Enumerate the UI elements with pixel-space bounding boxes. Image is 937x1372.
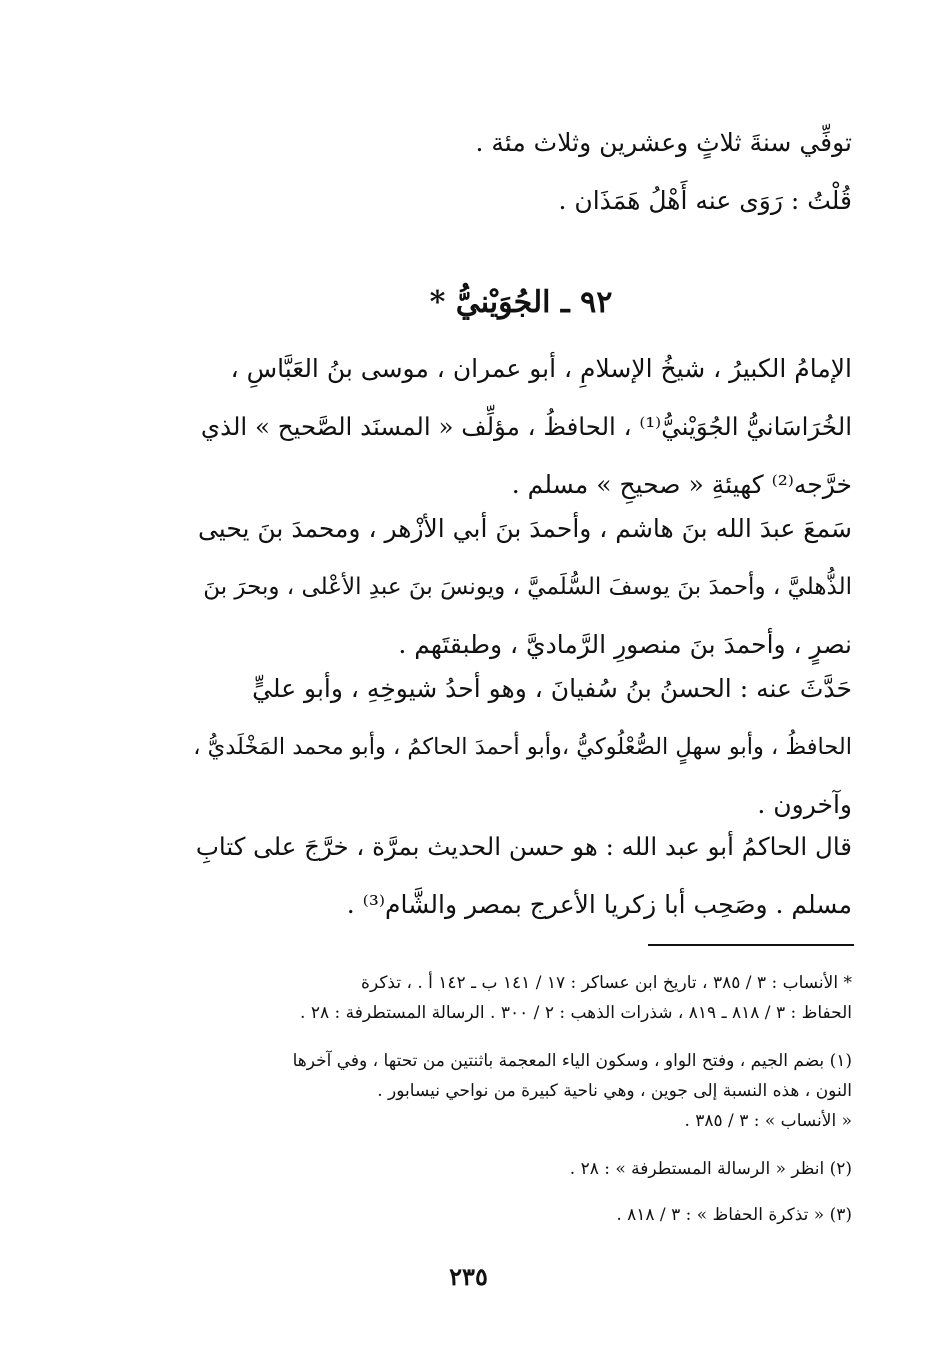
paragraph-line: وآخرون . xyxy=(757,790,852,819)
footnote-line: (٢) انظر « الرسالة المستطرفة » : ٢٨ . xyxy=(569,1159,852,1179)
entry-title: ٩٢ ـ الجُوَيْنيُّ * xyxy=(429,285,613,320)
paragraph-line: الذُّهليَّ ، وأحمدَ بنَ يوسفَ السُّلَميَّ ، ويونسَ بنَ عبدِ الأعْلى ، وبحرَ بنَ xyxy=(203,574,852,600)
footnote-line: * الأنساب : ٣ / ٣٨٥ ، تاريخ ابن عساكر : ١٧ / ١٤١ ب ـ ١٤٢ أ . ، تذكرة xyxy=(361,973,852,993)
previous-entry-ending xyxy=(190,114,852,230)
paragraph-line: حَدَّثَ عنه : الحسنُ بنُ سُفيانَ ، وهو أحدُ شيوخِهِ ، وأبو عليٍّ xyxy=(252,674,852,703)
paragraph-hakim-quote xyxy=(190,818,852,934)
footnote-line: (١) بضم الجيم ، وفتح الواو ، وسكون الياء المعجمة باثنتين من تحتها ، وفي آخرها xyxy=(292,1051,852,1071)
paragraph-teachers xyxy=(190,500,852,674)
paragraph-students xyxy=(190,660,852,834)
paragraph-line: خرَّجه⁽²⁾ كهيئةِ « صحيحِ » مسلم . xyxy=(511,470,852,499)
footnote-1 xyxy=(190,1046,852,1136)
footnote-line: النون ، هذه النسبة إلى جوين ، وهي ناحية كبيرة من نواحي نيسابور . xyxy=(377,1081,852,1101)
paragraph-line: الحافظُ ، وأبو سهلٍ الصُّعْلُوكيُّ ،وأبو أحمدَ الحاكمُ ، وأبو محمد المَخْلَديُّ ، xyxy=(193,734,852,760)
paragraph-line: الإمامُ الكبيرُ ، شيخُ الإسلامِ ، أبو عمران ، موسى بنُ العَبَّاسِ ، xyxy=(230,354,852,383)
footnote-3 xyxy=(190,1200,852,1230)
footnote-sources xyxy=(190,968,852,1028)
paragraph-line: نصرٍ ، وأحمدَ بنَ منصورِ الرَّماديَّ ، وطبقتَهم . xyxy=(398,630,852,659)
footnote-2 xyxy=(190,1154,852,1184)
footnote-line: « الأنساب » : ٣ / ٣٨٥ . xyxy=(684,1111,852,1131)
paragraph-line: مسلم . وصَحِب أبا زكريا الأعرج بمصر والشَّام⁽³⁾ . xyxy=(346,890,852,919)
paragraph-line: قال الحاكمُ أبو عبد الله : هو حسن الحديث بمرَّة ، خرَّجَ على كتابِ xyxy=(195,832,852,861)
footnote-line: الحفاظ : ٣ / ٨١٨ ـ ٨١٩ ، شذرات الذهب : ٢ / ٣٠٠ . الرسالة المستطرفة : ٢٨ . xyxy=(300,1003,852,1023)
footnote-separator xyxy=(648,944,854,946)
page-number: ٢٣٥ xyxy=(449,1262,488,1291)
footnote-line: (٣) « تذكرة الحفاظ » : ٣ / ٨١٨ . xyxy=(616,1205,852,1225)
paragraph-lineage xyxy=(190,340,852,514)
paragraph-line: سَمعَ عبدَ الله بنَ هاشم ، وأحمدَ بنَ أبي الأزْهر ، ومحمدَ بنَ يحيى xyxy=(197,514,852,543)
paragraph-line: الخُرَاسَانيُّ الجُوَيْنيُّ⁽¹⁾ ، الحافظُ ، مؤلِّف « المسنَد الصَّحيح » الذي xyxy=(200,412,852,441)
author-note-line: قُلْتُ : رَوَى عنه أَهْلُ هَمَذَان . xyxy=(558,186,852,215)
death-year-line: توفِّي سنةَ ثلاثٍ وعشرين وثلاث مئة . xyxy=(475,128,852,157)
